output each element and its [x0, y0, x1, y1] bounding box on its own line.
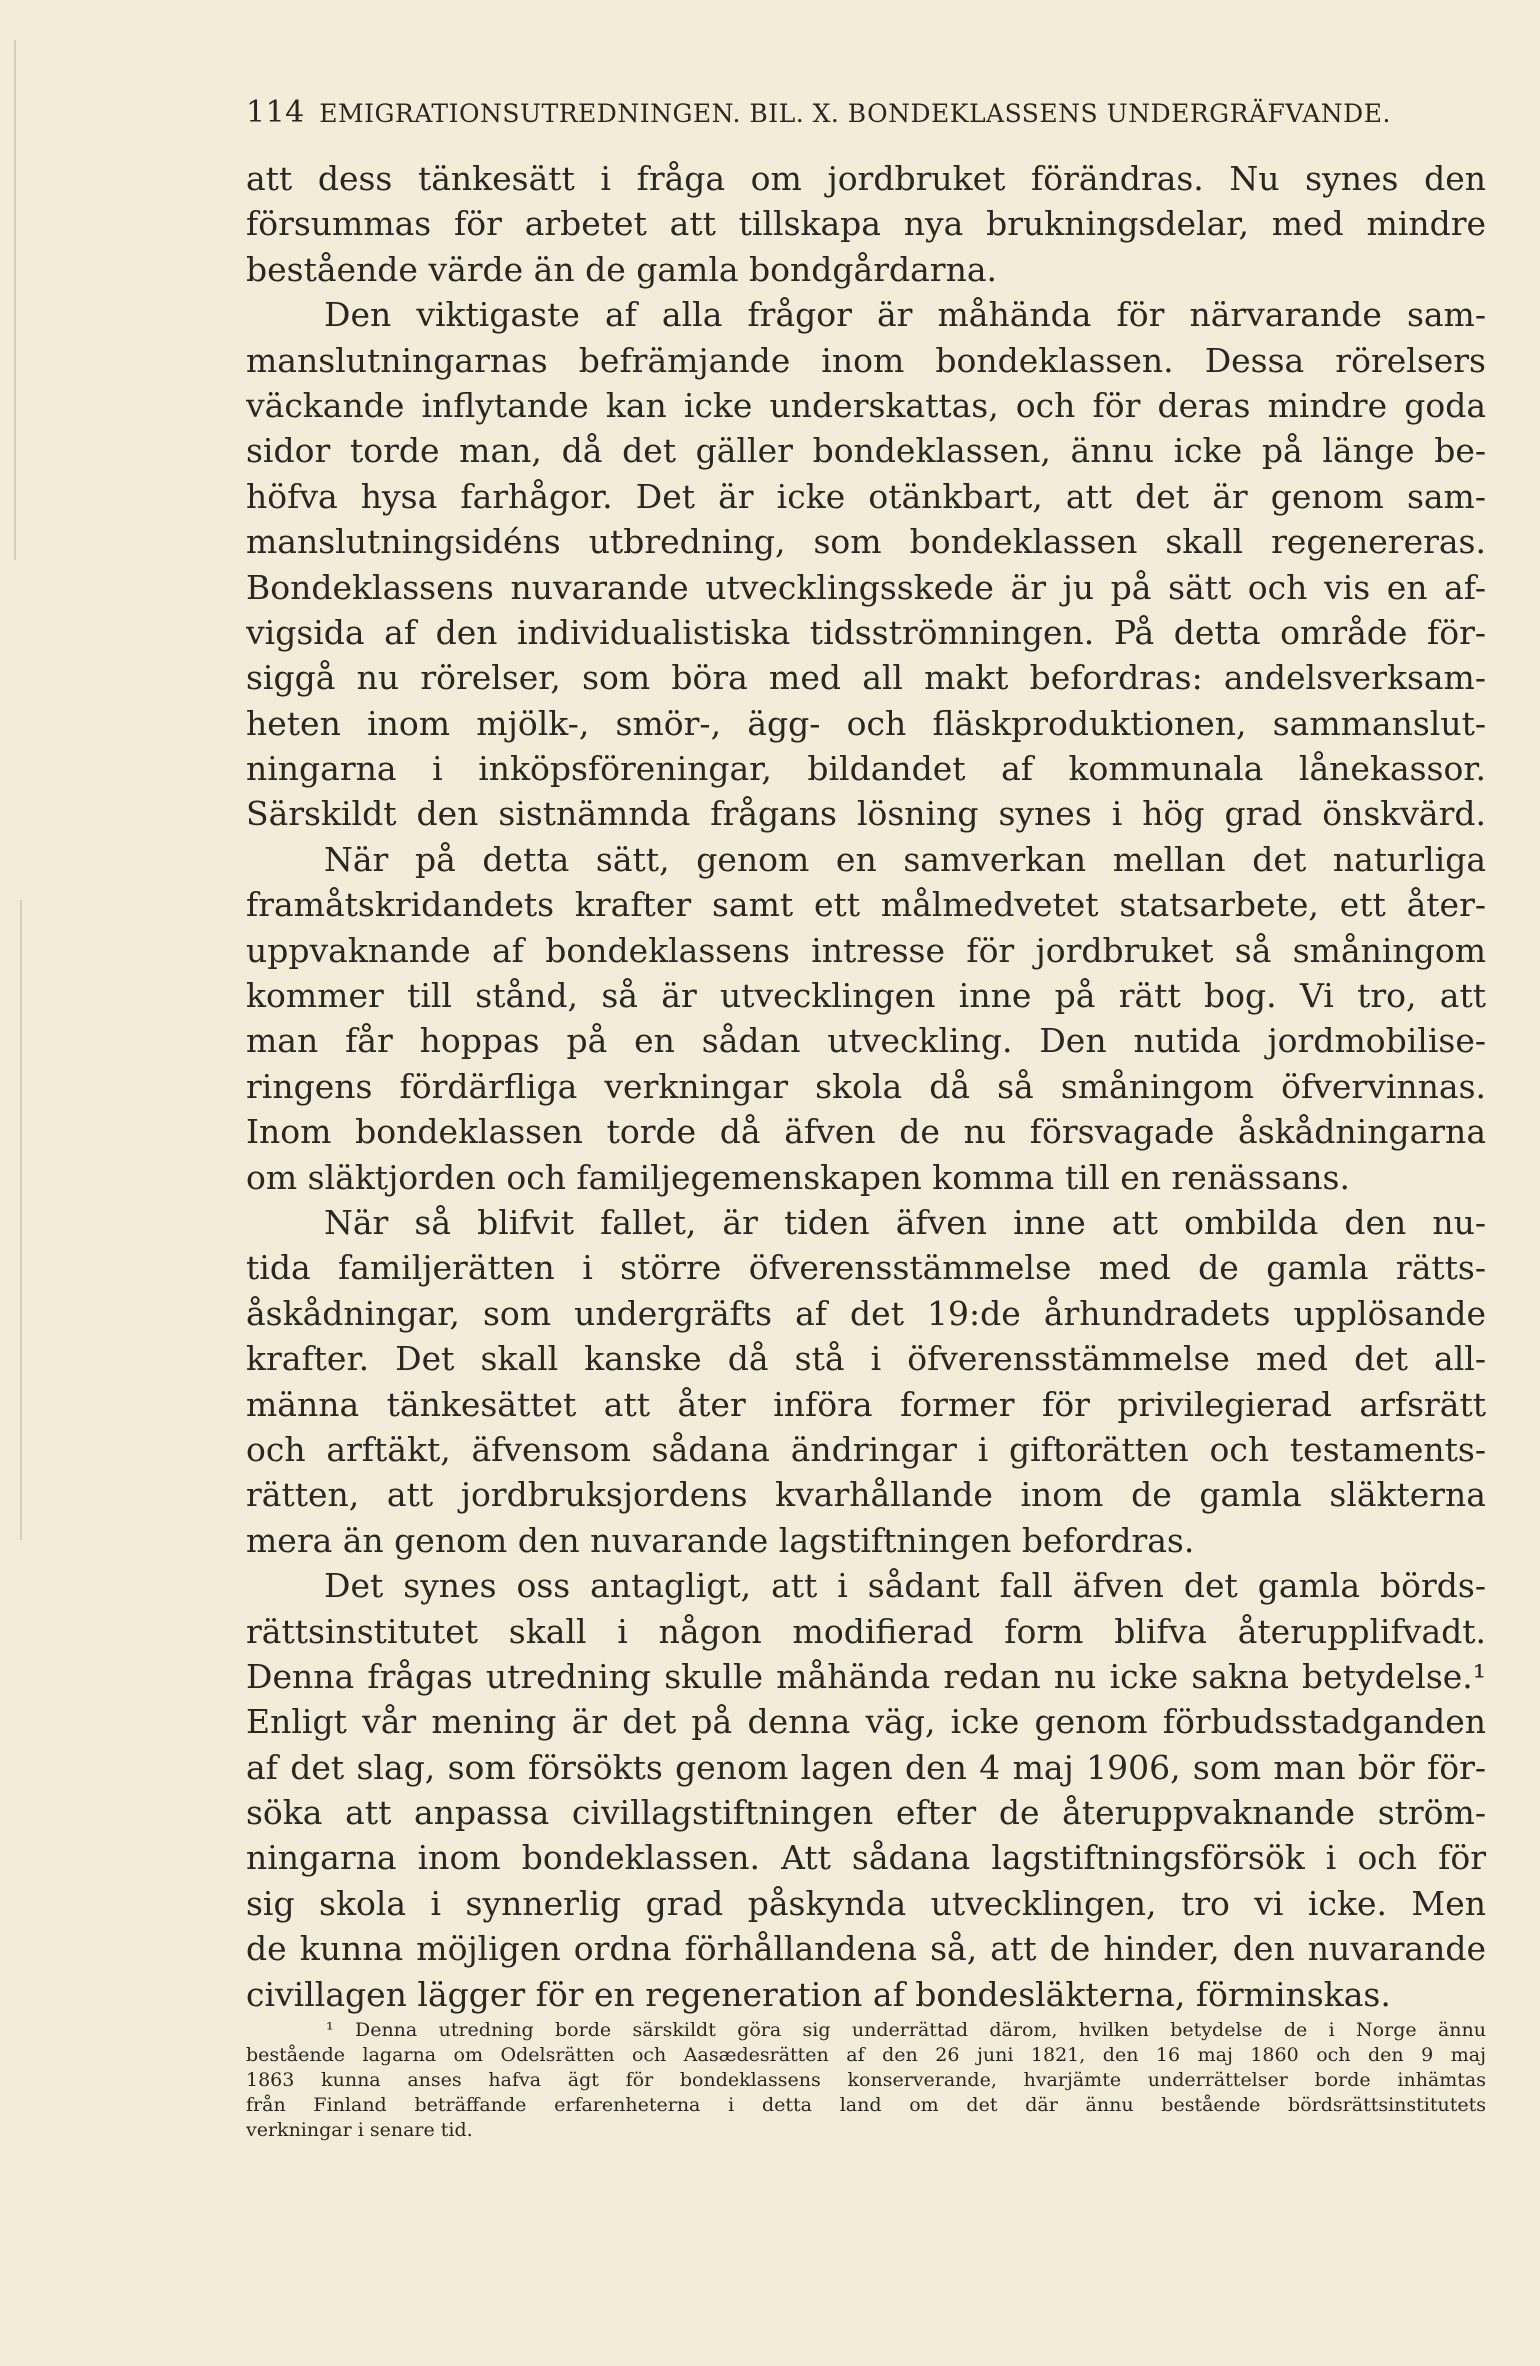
text-line: ringens fördärfliga verkningar skola då så småningom öfvervinnas. — [246, 1066, 1486, 1106]
text-line: heten inom mjölk-, smör-, ägg- och fläskproduktionen, sammanslut- — [246, 703, 1486, 743]
text-line: rättsinstitutet skall i någon modifierad form blifva återupplifvadt. — [246, 1611, 1486, 1651]
paragraph-start-line: När så blifvit fallet, är tiden äfven inne att ombilda den nu- — [324, 1202, 1486, 1242]
text-line: sig skola i synnerlig grad påskynda utvecklingen, tro vi icke. Men — [246, 1883, 1486, 1923]
body-text — [246, 156, 1486, 2017]
footnote-line: verkningar i senare tid. — [246, 2119, 473, 2141]
paragraph-start-line: Det synes oss antagligt, att i sådant fall äfven det gamla börds- — [324, 1566, 1486, 1606]
text-line: tida familjerätten i större öfverensstämmelse med de gamla rätts- — [246, 1248, 1486, 1288]
footnote-line: från Finland beträffande erfarenheterna i detta land om det där ännu bestående bördsrättsinstitutets — [246, 2094, 1486, 2116]
scan-edge-mark — [20, 900, 22, 1540]
footnote-line: ¹ Denna utredning borde särskildt göra sig underrättad därom, hvilken betydelse de i Norge ännu — [326, 2019, 1486, 2041]
text-line: manslutningarnas befrämjande inom bondeklassen. Dessa rörelsers — [246, 340, 1486, 380]
text-line: man får hoppas på en sådan utveckling. Den nutida jordmobilise- — [246, 1021, 1486, 1061]
text-line: Enligt vår mening är det på denna väg, icke genom förbudsstadganden — [246, 1702, 1486, 1742]
text-line: mera än genom den nuvarande lagstiftningen befordras. — [246, 1520, 1195, 1560]
text-line: männa tänkesättet att åter införa former för privilegierad arfsrätt — [246, 1384, 1486, 1424]
text-line: om släktjorden och familjegemenskapen komma till en renässans. — [246, 1157, 1350, 1197]
running-title: EMIGRATIONSUTREDNINGEN. BIL. X. BONDEKLASSENS UNDERGRÄFVANDE. — [319, 99, 1391, 128]
text-line: siggå nu rörelser, som böra med all makt befordras: andelsverksam- — [246, 658, 1486, 698]
text-line: söka att anpassa civillagstiftningen efter de återuppvaknande ström- — [246, 1793, 1486, 1833]
page-number: 114 — [246, 95, 305, 130]
text-line: ningarna inom bondeklassen. Att sådana lagstiftningsförsök i och för — [246, 1838, 1486, 1878]
text-line: Bondeklassens nuvarande utvecklingsskede är ju på sätt och vis en af- — [246, 567, 1486, 607]
text-line: försummas för arbetet att tillskapa nya brukningsdelar, med mindre — [246, 204, 1486, 244]
text-line: kommer till stånd, så är utvecklingen inne på rätt bog. Vi tro, att — [246, 976, 1486, 1016]
text-line: att dess tänkesätt i fråga om jordbruket förändras. Nu synes den — [246, 159, 1486, 198]
text-line: och arftäkt, äfvensom sådana ändringar i giftorätten och testaments- — [246, 1429, 1486, 1469]
text-line: Särskildt den sistnämnda frågans lösning synes i hög grad önskvärd. — [246, 794, 1486, 834]
text-line: manslutningsidéns utbredning, som bondeklassen skall regenereras. — [246, 522, 1486, 562]
text-line: bestående värde än de gamla bondgårdarna. — [246, 249, 997, 289]
running-header — [246, 95, 1486, 130]
text-line: af det slag, som försökts genom lagen den 4 maj 1906, som man bör för- — [246, 1747, 1486, 1787]
text-line: krafter. Det skall kanske då stå i öfverensstämmelse med det all- — [246, 1339, 1486, 1379]
text-line: ningarna i inköpsföreningar, bildandet af kommunala lånekassor. — [246, 749, 1486, 789]
text-line: civillagen lägger för en regeneration af bondesläkterna, förminskas. — [246, 1974, 1391, 2014]
paragraph-start-line: Den viktigaste af alla frågor är måhända för närvarande sam- — [324, 295, 1486, 335]
text-line: framåtskridandets krafter samt ett målmedvetet statsarbete, ett åter- — [246, 885, 1486, 925]
text-line: åskådningar, som undergräfts af det 19:de århundradets upplösande — [246, 1293, 1486, 1333]
text-line: sidor torde man, då det gäller bondeklassen, ännu icke på länge be- — [246, 431, 1486, 471]
text-line: uppvaknande af bondeklassens intresse för jordbruket så småningom — [246, 930, 1486, 970]
text-line: väckande inflytande kan icke underskattas, och för deras mindre goda — [246, 385, 1486, 425]
text-line: vigsida af den individualistiska tidsströmningen. På detta område för- — [246, 612, 1486, 652]
text-line: Inom bondeklassen torde då äfven de nu försvagade åskådningarna — [246, 1112, 1486, 1152]
text-line: Denna frågas utredning skulle måhända redan nu icke sakna betydelse.¹ — [246, 1656, 1486, 1696]
text-line: de kunna möjligen ordna förhållandena så, att de hinder, den nuvarande — [246, 1929, 1486, 1969]
scan-edge-mark — [14, 40, 16, 560]
text-line: rätten, att jordbruksjordens kvarhållande inom de gamla släkterna — [246, 1475, 1486, 1515]
footnote-line: 1863 kunna anses hafva ägt för bondeklassens konserverande, hvarjämte underrättelser borde inhämtas — [246, 2069, 1486, 2091]
paragraph-start-line: När på detta sätt, genom en samverkan mellan det naturliga — [324, 839, 1486, 879]
footnotes — [246, 2018, 1486, 2143]
text-line: höfva hysa farhågor. Det är icke otänkbart, att det är genom sam- — [246, 476, 1486, 516]
footnote-line: bestående lagarna om Odelsrätten och Aasædesrätten af den 26 juni 1821, den 16 maj 1860 och den 9 maj — [246, 2044, 1486, 2066]
